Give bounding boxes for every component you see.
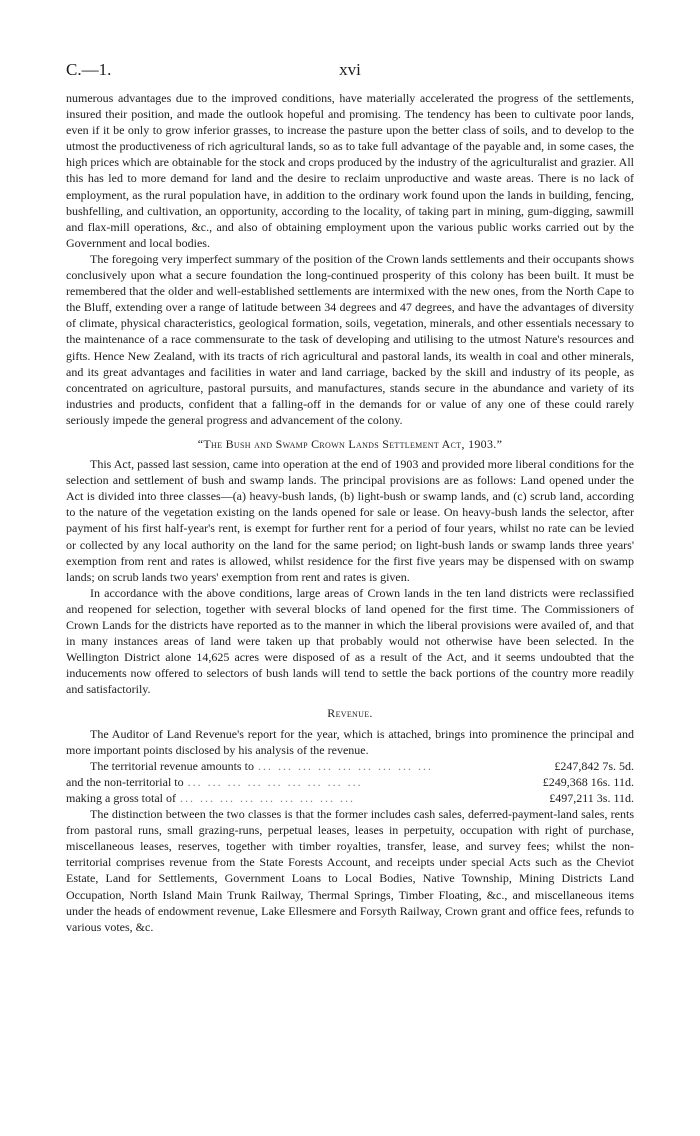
page-number: xvi xyxy=(339,60,361,79)
paragraph: In accordance with the above conditions, large areas of Crown lands in the ten land districts were reclassified and reopened for selection, together with several blocks of land opened for the first time. The Commissioners of Crown Lands for the districts have reported as to the manner in which the liberal provisions were availed of, and that in many instances areas of land were taken up that probably would not otherwise have been selected. In the Wellington District alone 14,625 acres were disposed of as a result of the Act, and it seems undoubted that the inducements now offered to selectors of bush lands will tend to settle the back portions of the country more readily and satisfactorily. xyxy=(66,585,634,697)
paragraph: The Auditor of Land Revenue's report for the year, which is attached, brings into prominence the principal and more important points disclosed by his analysis of the revenue. xyxy=(66,726,634,757)
leader-dots: ... ... ... ... ... ... ... ... ... xyxy=(187,774,363,789)
revenue-label: making a gross total of xyxy=(66,790,176,805)
paragraph: This Act, passed last session, came into operation at the end of 1903 and provided more liberal conditions for the selection and settlement of bush and swamp lands. The principal provisions are as follows: Land opened under the Act is divided into three classes—(a) heavy-bush lands, (b) light-bush or swamp lands, and (c) scrub land, according to the nature of the vegetation existing on the lands opened for sale or lease. On heavy-bush lands the selector, after payment of his first half-year's rent, is exempt for further rent for a period of four years, whilst no rate can be levied or collected by any local authority on the land for the same period; on light-bush lands or swamp lands three years' exemption from rent and rates is allowed, whilst residence for the first five years may be dispensed with on swamp lands; on scrub lands two years' exemption from rent and rates is given. xyxy=(66,457,634,584)
revenue-row-territorial xyxy=(66,758,634,774)
leader-dots: ... ... ... ... ... ... ... ... ... xyxy=(257,758,433,773)
paragraph: numerous advantages due to the improved conditions, have materially accelerated the progress of the settlements, insured their position, and made the outlook hopeful and promising. The tendency has been to cultivate poor lands, even if it be only to grow inferior grasses, to increase the pasture upon the better class of soils, and to develop to the utmost the productiveness of rich agricultural lands, so as to take full advantage of the payable and, in some cases, the high prices which are obtainable for the stock and crops produced by the industry of the agriculturalist and grazier. All this has led to more demand for land and the desire to reclaim unproductive and waste areas. There is no lack of employment, as the rural population have, in addition to the ordinary work found upon the lands in building, fencing, bushfelling, and cultivation, an opportunity, according to the locality, of taking part in mining, gum-digging, sawmill and flax-mill operations, &c., and also of obtaining employment upon the various public works carried out by the Government and local bodies. xyxy=(66,91,634,250)
revenue-amount: £497,211 3s. 11d. xyxy=(549,790,634,805)
section-heading-act: “The Bush and Swamp Crown Lands Settlement Act, 1903.” xyxy=(197,436,503,451)
revenue-label: and the non-territorial to xyxy=(66,774,184,789)
revenue-label: The territorial revenue amounts to xyxy=(90,758,254,773)
paragraph: The foregoing very imperfect summary of the position of the Crown lands settlements and their occupants shows conclusively upon what a secure foundation the long-continued prosperity of this colony has been built. It must be remembered that the older and well-established settlements are intermixed with the new ones, from the North Cape to the Bluff, extending over a range of latitude between 34 degrees and 47 degrees, and have the advantages of diversity of climate, physical characteristics, geological formation, soils, vegetation, minerals, and other essentials necessary to the maintenance of a race commensurate to the task of developing and utilising to the utmost Nature's resources and gifts. Hence New Zealand, with its tracts of rich agricultural and pastoral lands, its wealth in coal and other minerals, and its great advantages and facilities in water and land carriage, backed by the skill and industry of its people, as concentrated on agriculture, pastoral pursuits, and manufactures, stands secure in the abundance and variety of its industries and products, confident that a falling-off in the demands for or value of any one of these could rarely seriously impede the general progress and advancement of the colony. xyxy=(66,251,634,427)
revenue-row-non-territorial xyxy=(66,774,634,790)
body-text xyxy=(66,90,634,935)
revenue-row-gross-total xyxy=(66,790,634,806)
revenue-amount: £249,368 16s. 11d. xyxy=(542,774,634,789)
revenue-amount: £247,842 7s. 5d. xyxy=(554,758,634,773)
leader-dots: ... ... ... ... ... ... ... ... ... xyxy=(179,790,355,805)
paragraph: The distinction between the two classes is that the former includes cash sales, deferred-payment-land sales, rents from pastoral runs, small grazing-runs, perpetual leases, leases in perpetuity, occupation with right of purchase, miscellaneous leases, reserves, together with timber royalties, transfer, lease, and survey fees; whilst the non-territorial comprises revenue from the State Forests Account, and receipts under special Acts such as the Cheviot Estate, Land for Settlements, Government Loans to Local Bodies, Native Township, Mining Districts Land Occupation, North Island Main Trunk Railway, Thermal Springs, Timber Floating, &c., and miscellaneous items under the heads of endowment revenue, Lake Ellesmere and Forsyth Railway, Crown grant and office fees, refunds to various votes, &c. xyxy=(66,807,634,934)
page-reference: C.—1. xyxy=(66,60,112,79)
section-heading-revenue: Revenue. xyxy=(327,706,373,721)
